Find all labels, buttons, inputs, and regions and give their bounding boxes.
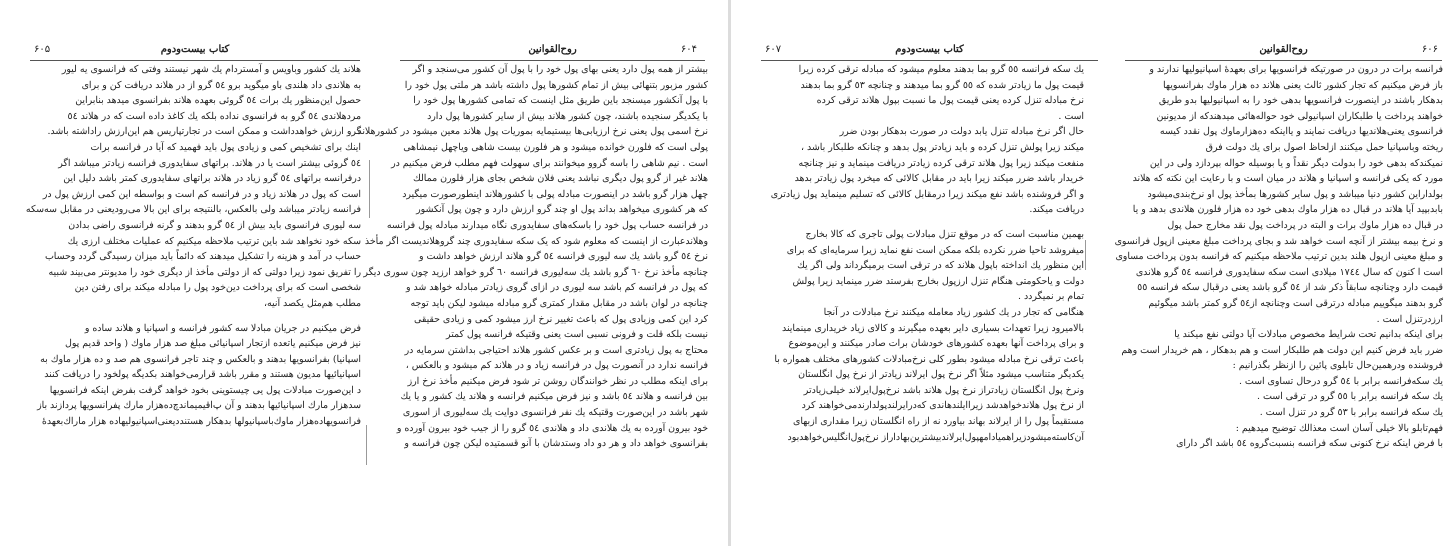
- text-line: چنانچه مأخذ نرخ ٦٠ گرو باشد یك سه‌لیوری فرانسه ٦٠ گرو خواهد ارزید چون سوری دیگر: [363, 266, 708, 278]
- text-line: باز فرض میكنیم كه تجار كشور ثالث یعنی هلاند ده هزار ماوك بفرانسویها: [1163, 79, 1443, 91]
- text-line: تمام بر نمیگردد .: [1018, 291, 1084, 303]
- page-605: [0, 0, 370, 546]
- text-line: چهل هزار گرو باشد در اینصورت مبادله پولی با كشورهلاند ‌‌اینطورصورت میگیرد: [402, 188, 708, 200]
- text-line: دولت و یاحكومتی هنگام تنزل ارزپول بخارج بفرستد ضرر مینماید زیرا پولش: [792, 275, 1084, 287]
- page-607: [731, 0, 1119, 546]
- text-line: بفرانسوی خواهد داد و هر دو داد وستد‌شان با ‌آنو ‌قسمتیده لیكن چون فرانسه و: [404, 438, 708, 450]
- text-line: بابدبپید آیا هلاند در قبال ده هزار ماوك بدهی‌ خود ده هزار فلورن هلاندی بدهد و یا: [1132, 204, 1443, 216]
- text-line: به هلاندی داد هلندی باو میگوید برو ٥٤ گرو از در هلاند دریافت كن و برای: [81, 79, 361, 91]
- text-line: هلاند غیر از گرو پول دیگری نباشد یعنی فلان شخص بجای هزار فلورن ممالك: [413, 173, 708, 185]
- text-line: بهمین مناسبت است كه در موقع تنزل مبادلات پولی تاجری كه كالا بخارج: [805, 228, 1084, 240]
- text-line: را تفریق نمود زیرا دولتی كه از‌ دولتی ‌مأخذ از‌ دیگری خود را مدیونتر می‌بیند شبیه: [48, 266, 361, 278]
- page-header: [1125, 44, 1442, 61]
- page-gutter-mark: [366, 425, 367, 465]
- text-line: منفعت میكند زیرا پول هلاند ترقی كرده زیادتر دریافت مینماید و نیز چنانچه: [798, 157, 1084, 169]
- text-line: فرانسه‌ برات در درون در صورتیكه فرانسویها برای بعهدهٔ اسپانیولیها ندارند و: [1149, 64, 1443, 75]
- text-line: حصول این‌منظور یك برات ٥٤ گرو‌ئی بعهده هلاند بفرانسوی میدهد بنابراین: [75, 95, 361, 107]
- page-number: ۶۰۵: [34, 44, 51, 55]
- text-line: محتاج به پول زیادتری است و بر عكس كشور هلاند احتیاجی بداشتن سرمایه در: [404, 344, 708, 356]
- text-line: است .: [1058, 110, 1084, 122]
- page-body-text: [1114, 62, 1443, 452]
- text-line: خواهند پرداخت یا طلبكاران اسپانیولی خود حواله‌هائی میدهندكه از مدیونین: [1156, 110, 1443, 122]
- text-line: میكند زیرا پولش تنزل كرده و باید زیادتر پول بدهد و چنانكه طلبكار باشد ،: [801, 141, 1084, 153]
- text-line: برای اینكه مطلب در نظر خوانندگان روشن تر شود فرض میكنیم مأخذ نرخ ارز: [407, 375, 708, 387]
- text-line: نیست بلكه قلت و فرونی نسبی است یعنی وقتیکه فرانسه پول كمتر: [446, 329, 708, 341]
- page-604: [357, 0, 728, 546]
- text-line: مورد كه یكی فرانسه و اسپانیا و هلاند در میان است و با رعایت این نكته كه هلاند: [1132, 173, 1443, 185]
- text-line: از نرخ پول هلاند‌خواهدشد زیرا‌ایلندهاندی كه‌درایرلندپولدارندمی‌خواهند كرد: [801, 400, 1084, 412]
- text-line: یك سكه فرانسه برابر با ٥٣ گرو در تنزل است .: [1259, 407, 1443, 419]
- text-line: دریافت میكند.: [1029, 204, 1084, 216]
- text-line: و برای پرداخت آنها بعهده كشورهای خودشان برات صادر میكنند و این‌موضوع: [788, 338, 1084, 350]
- page-number: ۶۰۷: [765, 44, 782, 55]
- text-line: اسپانیا‌ئیها مدیون هستند و مقرر باشد ‌قرار‌می‌خواهند ‌بکدیگه پولخود را دریافت کنند: [44, 369, 361, 381]
- page-body-text: [25, 62, 361, 430]
- text-line: آن‌كاسته‌میشود‌زیر‌اهمیاد‌امهپول‌ایرلاندبیشترین‌بهادار‌از نرخ‌پول‌انگلیس‌خواهد‌بود: [787, 431, 1084, 443]
- text-line: نیز فرض میکنیم یاتعده ازتجار اسپانیائی مبلغ صد هزار‌ ماوك ( واحد قدیم پول: [65, 338, 361, 350]
- text-line: یك سكه‌فرانسه برابر با ٥٤ گرو در‌حال تساوی است .: [1238, 375, 1443, 387]
- running-title: روح‌القوانین: [528, 44, 577, 55]
- text-line: سكه خود نخواهد شد باین ترتیب ملاحظه میكنیم كه عملیات مختلف ارزی یك: [67, 235, 361, 247]
- text-line: و نرخ بیمه بیشتر از آنچه است خواهد‌ شد و بجای پرداخت مبلغ معینی ازپول فرانسوی: [1114, 235, 1443, 247]
- text-line: مطلب هم‌مثل‌ یکصد آنیه،: [263, 297, 361, 309]
- right-document-spread: [731, 0, 1450, 546]
- text-line: بولداراین كشور دنیا میباشد و پول سایر كشورها بمأخذ پول او نرخ‌بندی‌میشود: [1147, 188, 1443, 200]
- text-line: و مبلغ معینی ازپول هلند بدین ترتیب ملاحظه میكنیم كه فرانسه بدون پرداخت مساوی: [1115, 251, 1443, 263]
- text-line: فروشنده ودر‌همین‌حال تابلوی پائین را ازنظر بگذرانیم :: [1232, 360, 1443, 372]
- text-line: حال اگر نرخ مبادله تنزل یابد دولت در صورت بدهكار بودن ضرر: [839, 126, 1084, 138]
- text-line: است . نیم شاهی را باسه گروو میخوانند برای سهولت فهم مطلب فرض میکنیم در: [391, 157, 708, 169]
- text-line: یك سكه فرانسه ٥٥ گرو بما بدهند معلوم میشود كه مبادله ترقی كرده زیرا: [798, 64, 1084, 75]
- text-line: با یكدیگر سنجیده باشند، چون كشور هلاند بیش از سایر كشورها پول دارد: [427, 110, 708, 122]
- text-line: فرانسوی یعنی‌هلاندیها دریافت نمایند و یااینكه ده‌هزارماوك پول نقدد كیسه: [1159, 126, 1443, 138]
- paragraph-gap: [31, 312, 361, 321]
- text-line: ضرر بايد فرض كنيم اين دولت هم طلبكار است و هم بدهكار ، هم خريدار است وهم: [1121, 344, 1443, 356]
- text-line: اسپانیا) بفرانسویها بدهند و بالعكس و چند تاجر فرانسوی هم صد و ده هزار ماوك به: [40, 353, 361, 365]
- text-line: یكدیگر متناسب میشود مثلاً اگر نرخ پول ایرلاند زیادتر از نرخ پول انگلستان: [798, 369, 1084, 381]
- text-line: قیمت دارد وچنانچه سابقاً ذكر شد از ٥٤ گرو باشد یعنی درقبال سكه فرانسه ٥٥: [1137, 282, 1443, 294]
- page-body-text: [761, 62, 1084, 445]
- text-line: در‌فرانسه برا‌تهای ٥٤ گرو زیاد‌ در هلاند برا‌تهای سفایدوری كمتر باشد دلیل این: [63, 173, 361, 185]
- text-line: قیمت پول ما زیادتر شده كه ٥٥ گرو بما میدهند و چنانچه ٥٣ گرو بما بدهند: [800, 79, 1084, 91]
- text-line: باعث ترقی نرخ مبادله میشود بطور كلی نرخ‌مبادلات كشورهای مختلف همواره با: [774, 353, 1084, 365]
- text-line: نرخ اسمی پول یعنی نرخ ارزیابی‌ها‌ بیستیمایه‌‌‌ بموریات پول هلاند معین میشود در كشورهلاند: [357, 126, 708, 138]
- page-header: [400, 44, 705, 61]
- text-line: نرخ مبادله تنزل كرده یعنی قیمت پول ما نسبت بپول هلاند ترقی كرده: [816, 95, 1084, 107]
- page-gutter-mark: [1085, 240, 1086, 270]
- text-line: فرض میکنیم در جریان مبادلا سه کشور فرانسه و اسپانیا و هلاند ساده و: [84, 322, 361, 334]
- text-line: سه لیوری فرانسوی باید بیش از ٥٤ گرو بدهند و گرنه فرانسوی راضی بدادن: [68, 219, 361, 231]
- text-line: د ‌این‌صورت مبادلات پول ‌یی ‌چیستوینی ‌بخود ‌خواهد گرفت ‌بفرض ‌اینکه ‌فرانسویها: [49, 384, 361, 396]
- text-line: این منظور یك اندا‌خته باپول هلاند كه در ترقی است برمیگرداند ولی اگر یك: [797, 260, 1084, 272]
- text-line: میفروشد تاحیا ضرر نكرده بلكه ممكن است نفع نماید زیرا سرمایه‌ای كه برای: [786, 244, 1084, 256]
- text-line: بین فرانسه و هلاند ٥٤ باشد و نیز فرض میكنیم فرانسه و هلاند یك كشور و یا یك: [400, 391, 708, 403]
- text-line: بیشتر از همه پول دارد یعنی بهای پول خود را با پول آن كشور می‌سنجد و اگر: [412, 64, 708, 75]
- text-line: اینك برای تشخیص كمی و زیادی پول باید فهمید كه آیا در فرانسه برات: [90, 141, 361, 153]
- text-line: مرد‌هلاندی ٥٤ گرو به فرانسوی نداده بلكه یك کاغذ داده است كه در هلاند ٥٤: [67, 110, 361, 122]
- page-body-text: [357, 62, 708, 452]
- text-line: وهلاند‌عبارت از ‌اینست که معلوم ‌شود که یک سكه سفایدوری چند گروهلاند‌یست اگر مأخذ: [364, 235, 708, 247]
- text-line: ریخته وباسپانیا حمل میكنند ازلحاظ اصول برای یك دولت فرق: [1205, 141, 1443, 153]
- text-line: ارزدرتنزل است .: [1376, 313, 1443, 325]
- text-line: فرانسه زیادتر میباشد ولی بالعكس، بالنتیجه برای این بالا می‌رود‌یعنی در مقابل سه‌سكه: [25, 204, 361, 216]
- page-number: ۶۰۴: [680, 44, 697, 55]
- running-title: کتاب بیست‌ودوم: [160, 44, 230, 55]
- text-line: خود بیرون آورده به یك هلاندی داد و هلاندی ٥٤ گرو را از جیب خود بیرون آورده و: [396, 422, 708, 434]
- text-line: در قبال ده هزار ماوك برات و البته در پرداخت پول نقد مخارج حمل پول: [1167, 219, 1443, 231]
- text-line: پولی است كه فلورن خوانده میشود و هر فلورن بیست شاهی ویاچهل نیمشاهی: [403, 141, 708, 153]
- text-line: برای اینكه بدانیم تحت شرایط مخصوص مبادلات آیا دولتی نفع میكند یا: [1174, 329, 1443, 341]
- page-header: [761, 44, 1098, 61]
- page-number: ۶۰۶: [1421, 44, 1438, 55]
- text-line: كه پول در فرانسه كم باشد سه لیوری در ازای گروی زیادتر مبادله خواهد شد و: [405, 282, 708, 294]
- text-line: فهم‌تابلو بالا خیلی آسان است معذالك توضیح میدهیم :: [1235, 422, 1443, 434]
- text-line: مستقیماً پول را از ایرلاند بهاند بیاورد نه از راه انگلستان زیرا مقداری از‌بهای: [792, 416, 1084, 428]
- text-line: ٥٤ گروئی بیشتر است یا در هلاند. برا‌تهای سفایدوری فرانسه زیادتر میباشد اگر: [58, 157, 361, 169]
- text-line: با پول آنكشور میسنجد باین طریق مثل اینست كه تمامی كشورها پول خود را: [413, 95, 708, 107]
- text-line: كشور مزبور بتنهائی بیش از تمام كشورها پول داشته باشد هر ملتی پول خود را: [404, 79, 708, 91]
- paragraph-gap: [761, 218, 1084, 227]
- page-606: [1114, 0, 1450, 546]
- text-line: گرو بدهند میگوییم مبادله درترقی است وچنانچه از٥٤ گرو كمتر باشد میگوئیم: [1148, 297, 1443, 309]
- text-line: در فرانسه حساب پول خود را باسكه‌های سفایدوری نگاه میدارند مبادله پول فرانسه: [386, 219, 708, 231]
- text-line: بدهكار باشند در اینصورت فرانسویها بدهی خود را به اسپانیولیها بدو طریق: [1158, 95, 1443, 107]
- text-line: كه هر كشوری میخواهد بداند پول او چند گرو ارزش دارد و چون پول آنکشور: [416, 204, 708, 216]
- text-line: كرد این كمی وزیادی پول كه باعث تغییر نرخ ارز میشود كمی و زیادی حقیقی: [414, 313, 708, 325]
- page-header: [30, 44, 360, 61]
- text-line: نرخ ٥٤ گرو باشد یك سه لیوری فرانسه ٥٤ گرو هلاند ارزش خواهد داشت و: [419, 251, 708, 263]
- text-line: و اگر فروشنده باشد نفع میكند زیرا درمقابل كالائی كه تسلیم مینماید پول زیادتری: [770, 188, 1084, 200]
- text-line: بالامیرود زیرا تعهدات بسیاری دایر بعهده میگیرند و كالای زیاد خریداری مینمایند: [782, 322, 1084, 334]
- text-line: هنگامی كه تجار در یك كشور زیاد معامله میكنند نرخ مبادلات در آنجا: [823, 306, 1084, 318]
- text-line: ‌فرانسویها‌ده‌هزار ماوك‌باسپانیولها بدهكار هستنددیعنی‌اسپانیولیها‌ده ‌هزار ماراك‌بعهدهٔ: [41, 416, 361, 428]
- text-line: سدهزار مارك اسپانیا‌ئیها بدهند ‌و ‌آ‌ن ‌پ‌اقیمیماندچ‌ده‌هزار‌ مارك ‌پفرانسویها‌ ‌پردازند باز: [37, 400, 361, 412]
- text-line: با فرض اینكه نرخ كنونی سكه فرانسه بنسبت‌گروه ٥٤ باشد اگر دارای: [1176, 438, 1443, 450]
- text-line: شهر باشد در این‌صورت وقتیکه یك نفر فرانسوی دوایت یك سه‌لیوری از اسوری: [402, 407, 708, 419]
- text-line: فرانسه ندارد در آنصورت پول در فرانسه زیاد و در هلاند كم میشود و بالعكس ،: [405, 360, 708, 372]
- running-title: روح‌القوانین: [1259, 44, 1308, 55]
- text-line: حساب در آمد و هزینه را تشكیل میدهند كه دائماً باید میزان رسیدگی گردد وحساب: [44, 251, 361, 263]
- text-line: هلاند یك كشور وباویس و آمستردام یك شهر نیستند وفتی كه فرانسوی یه لیور: [61, 64, 361, 75]
- text-line: خریدار باشد ضرر میكند زیرا باید در مقابل كالائی كه میخرد پول زیادتر بدهد: [794, 173, 1084, 185]
- text-line: است كه پول در هلاند زیاد و در فرانسه كم است و بواسطه این كمی ارزش پول در: [42, 188, 361, 200]
- text-line: است‌ ا كنون كه سال ١٧٤٤ میلادی است سكه سفایدوری فرانسه ٥٤ گرو هلاندی: [1135, 266, 1443, 278]
- text-line: یك سكه فرانسه برابر با ٥٥ گرو در ترقی است .: [1257, 391, 1443, 403]
- text-line: گرو ارزش خواهد‌داشت و ممكن است در ‌تجارتپاریس هم این‌ارزش را‌داشته باشد.: [47, 126, 361, 138]
- running-title: کتاب بیست‌ودوم: [895, 44, 964, 55]
- text-line: ونرخ پول انگلستان زیادتراز نرخ پول هلاند باشد نرخ‌پول‌ایرلاند خیلی‌زیادتر: [803, 384, 1084, 396]
- text-line: چنانچه در لوان باشد در مقابل مقدار كمتری گرو مبادله میشود لیكن باید توجه: [410, 297, 708, 309]
- text-line: نمیكندكه بدهی خود را بدولت دیگر نقداً و یا بوسیله حواله بپردازد ولی در این: [1149, 157, 1443, 169]
- text-line: شخصی است كه برای پرداخت دین‌خود پول را مبادله میكند برای رفتن دین: [74, 282, 361, 294]
